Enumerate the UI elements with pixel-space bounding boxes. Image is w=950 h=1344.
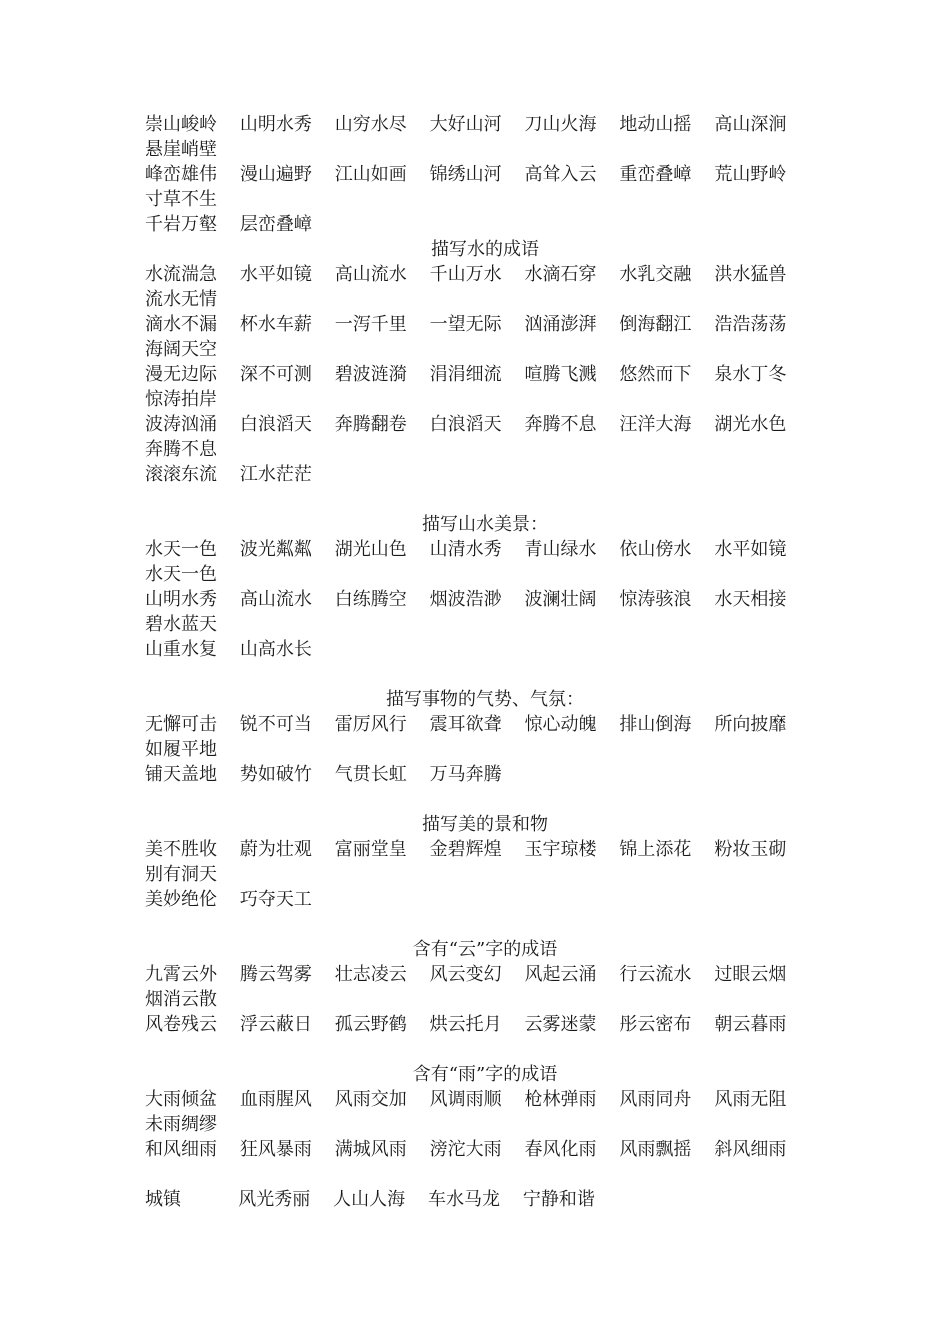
blank-line: [145, 1162, 825, 1187]
section-heading: 描写水的成语: [431, 239, 539, 260]
text-line: 海阔天空: [145, 339, 217, 360]
section-heading: 描写事物的气势、气氛：: [386, 689, 584, 710]
text-line: 山明水秀 高山流水 白练腾空 烟波浩渺 波澜壮阔 惊涛骇浪 水天相接: [145, 589, 787, 610]
text-line: 水流湍急 水平如镜 高山流水 千山万水 水滴石穿 水乳交融 洪水猛兽: [145, 264, 787, 285]
text-line: 寸草不生: [145, 189, 217, 210]
text-line: 烟消云散: [145, 989, 217, 1010]
text-line: 九霄云外 腾云驾雾 壮志凌云 风云变幻 风起云涌 行云流水 过眼云烟: [145, 964, 787, 985]
text-line: 如履平地: [145, 739, 217, 760]
text-line: 奔腾不息: [145, 439, 217, 460]
text-line: 美不胜收 蔚为壮观 富丽堂皇 金碧辉煌 玉宇琼楼 锦上添花 粉妆玉砌: [145, 839, 787, 860]
text-line: 千岩万壑 层峦叠嶂: [145, 214, 312, 235]
blank-line: [145, 1037, 825, 1062]
text-line: 峰峦雄伟 漫山遍野 江山如画 锦绣山河 高耸入云 重峦叠嶂 荒山野岭: [145, 164, 787, 185]
text-line: 漫无边际 深不可测 碧波涟漪 涓涓细流 喧腾飞溅 悠然而下 泉水丁冬: [145, 364, 787, 385]
text-line: 流水无情: [145, 289, 217, 310]
blank-line: [145, 662, 825, 687]
document-body: [145, 112, 825, 1212]
text-line: 崇山峻岭 山明水秀 山穷水尽 大好山河 刀山火海 地动山摇 高山深涧: [145, 114, 787, 135]
text-line: 滚滚东流 江水茫茫: [145, 464, 312, 485]
text-line: 惊涛拍岸: [145, 389, 217, 410]
text-line: 美妙绝伦 巧夺天工: [145, 889, 312, 910]
text-line: 悬崖峭壁: [145, 139, 217, 160]
text-line: 滴水不漏 杯水车薪 一泻千里 一望无际 汹涌澎湃 倒海翻江 浩浩荡荡: [145, 314, 787, 335]
text-line: 波涛汹涌 白浪滔天 奔腾翻卷 白浪滔天 奔腾不息 汪洋大海 湖光水色: [145, 414, 787, 435]
section-heading: 含有“云”字的成语: [412, 939, 558, 960]
text-line: 别有洞天: [145, 864, 217, 885]
text-line: 城镇 风光秀丽 人山人海 车水马龙 宁静和谐: [145, 1189, 595, 1210]
section-heading: 描写美的景和物: [422, 814, 548, 835]
text-line: 大雨倾盆 血雨腥风 风雨交加 风调雨顺 枪林弹雨 风雨同舟 风雨无阻: [145, 1089, 787, 1110]
text-line: 水天一色 波光粼粼 湖光山色 山清水秀 青山绿水 依山傍水 水平如镜: [145, 539, 787, 560]
text-line: 山重水复 山高水长: [145, 639, 312, 660]
blank-line: [145, 787, 825, 812]
text-line: 水天一色: [145, 564, 217, 585]
blank-line: [145, 912, 825, 937]
text-line: 铺天盖地 势如破竹 气贯长虹 万马奔腾: [145, 764, 502, 785]
text-line: 风卷残云 浮云蔽日 孤云野鹤 烘云托月 云雾迷蒙 彤云密布 朝云暮雨: [145, 1014, 787, 1035]
section-heading: 含有“雨”字的成语: [412, 1064, 558, 1085]
section-heading: 描写山水美景：: [422, 514, 548, 535]
text-line: 和风细雨 狂风暴雨 满城风雨 滂沱大雨 春风化雨 风雨飘摇 斜风细雨: [145, 1139, 787, 1160]
text-line: 未雨绸缪: [145, 1114, 217, 1135]
blank-line: [145, 487, 825, 512]
text-line: 碧水蓝天: [145, 614, 217, 635]
text-line: 无懈可击 锐不可当 雷厉风行 震耳欲聋 惊心动魄 排山倒海 所向披靡: [145, 714, 787, 735]
